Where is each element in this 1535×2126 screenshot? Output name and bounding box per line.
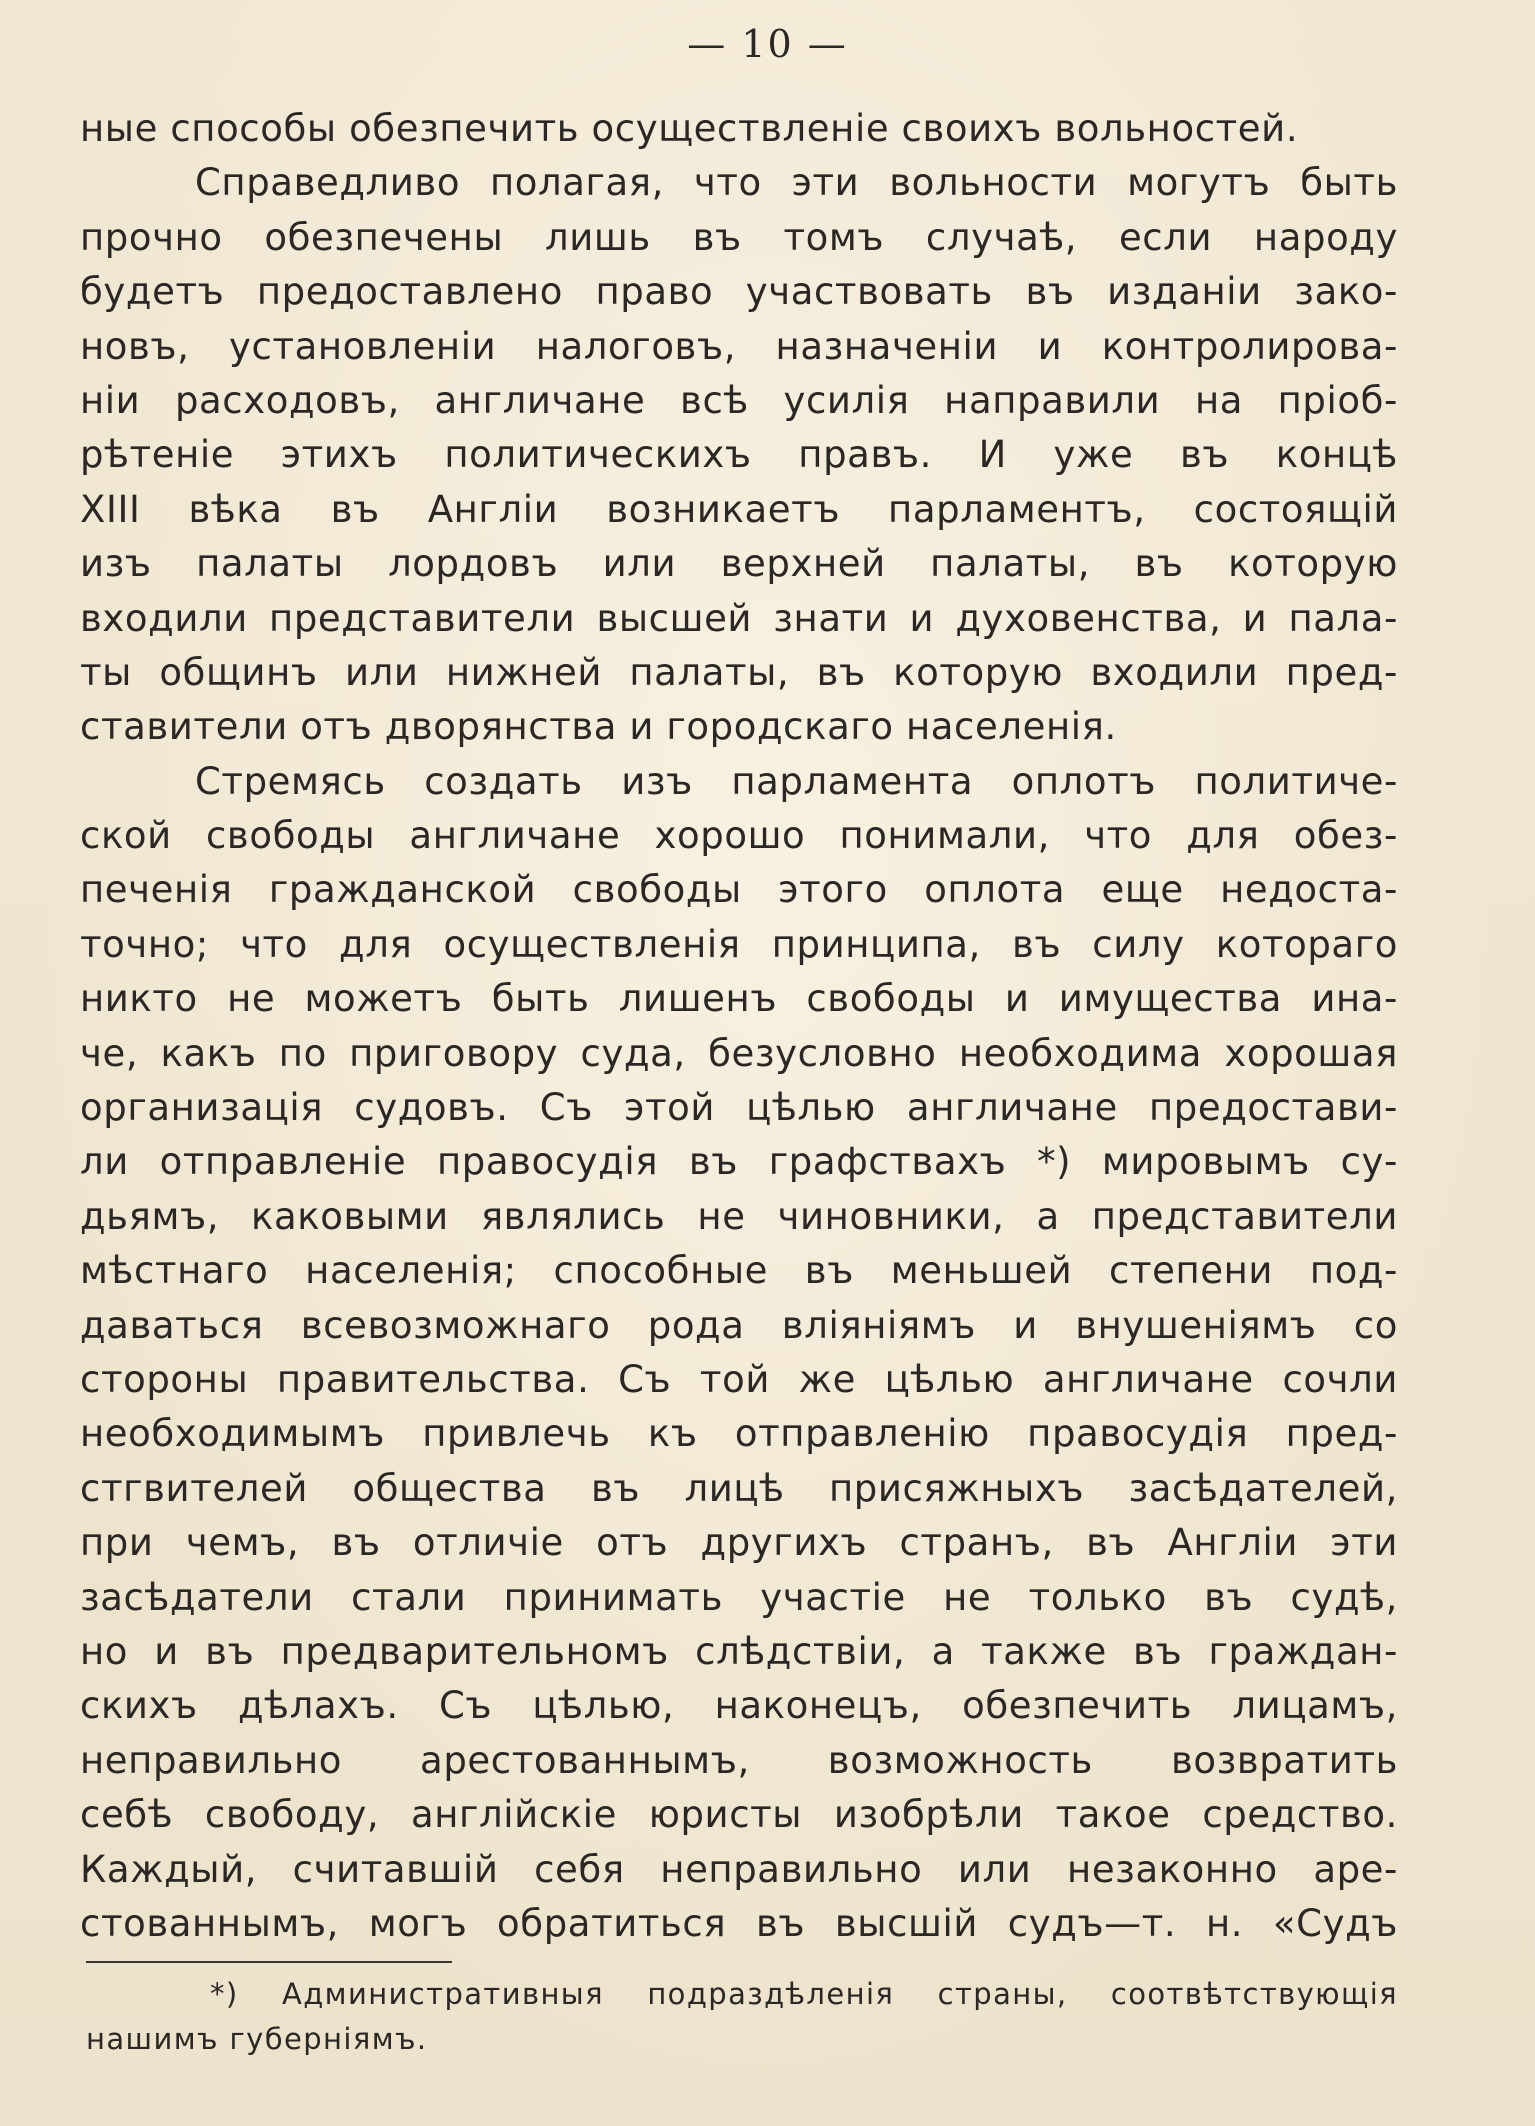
footnote-line: *) Административныя подраздѣленія страны, соотвѣтствующія xyxy=(210,1977,1398,2011)
text-line: ской свободы англичане хорошо понимали, что для обез- xyxy=(80,814,1398,858)
text-line: стгвителей общества въ лицѣ присяжныхъ засѣдателей, xyxy=(80,1466,1398,1510)
footnote xyxy=(86,1972,1398,2062)
text-line: ніи расходовъ, англичане всѣ усилія направили на пріоб- xyxy=(80,378,1398,422)
text-line: даваться всевозможнаго рода вліяніямъ и внушеніямъ со xyxy=(80,1303,1398,1347)
text-line: прочно обезпечены лишь въ томъ случаѣ, если народу xyxy=(80,215,1398,259)
footnote-line: нашимъ губерніямъ. xyxy=(86,2022,428,2056)
text-line: мѣстнаго населенія; способные въ меньшей степени под- xyxy=(80,1249,1398,1293)
text-line: че, какъ по приговору суда, безусловно необходима хорошая xyxy=(80,1031,1398,1075)
footnote-divider xyxy=(86,1961,452,1963)
text-line: XIII вѣка въ Англіи возникаетъ парламентъ, состоящій xyxy=(80,487,1398,531)
text-line: стованнымъ, могъ обратиться въ высшій судъ—т. н. «Судъ xyxy=(80,1901,1398,1945)
text-line: новъ, установленіи налоговъ, назначеніи и контролирова- xyxy=(80,324,1398,368)
text-line: организація судовъ. Съ этой цѣлью англичане предостави- xyxy=(80,1086,1398,1130)
text-line: дьямъ, каковыми являлись не чиновники, а представители xyxy=(80,1194,1398,1238)
text-line: ставители отъ дворянства и городскаго населенія. xyxy=(80,705,1117,749)
text-line: при чемъ, въ отличіе отъ другихъ странъ, въ Англіи эти xyxy=(80,1521,1398,1565)
text-line: рѣтеніе этихъ политическихъ правъ. И уже въ концѣ xyxy=(80,433,1398,477)
text-line: Каждый, считавшій себя неправильно или незаконно аре- xyxy=(80,1847,1398,1891)
text-line: ные способы обезпечить осуществленіе своихъ вольностей. xyxy=(80,107,1299,150)
text-line: ли отправленіе правосудія въ графствахъ *) мировымъ су- xyxy=(80,1140,1398,1184)
text-line: необходимымъ привлечь къ отправленію правосудія пред- xyxy=(80,1412,1398,1456)
text-line: но и въ предварительномъ слѣдствіи, а также въ граждан- xyxy=(80,1629,1398,1673)
text-line: печенія гражданской свободы этого оплота еще недоста- xyxy=(80,868,1398,912)
text-line: стороны правительства. Съ той же цѣлью англичане сочли xyxy=(80,1357,1398,1401)
text-line: себѣ свободу, англійскіе юристы изобрѣли такое средство. xyxy=(80,1793,1398,1837)
text-line: неправильно арестованнымъ, возможность возвратить xyxy=(80,1738,1398,1782)
text-line: Стремясь создать изъ парламента оплотъ политиче- xyxy=(195,759,1398,803)
body-text xyxy=(80,102,1398,1951)
text-line: Справедливо полагая, что эти вольности могутъ быть xyxy=(195,161,1398,205)
text-line: засѣдатели стали принимать участіе не только въ судѣ, xyxy=(80,1575,1398,1619)
text-line: никто не можетъ быть лишенъ свободы и имущества ина- xyxy=(80,977,1398,1021)
text-line: будетъ предоставлено право участвовать въ изданіи зако- xyxy=(80,270,1398,314)
text-line: скихъ дѣлахъ. Съ цѣлью, наконецъ, обезпечить лицамъ, xyxy=(80,1684,1398,1728)
text-line: входили представители высшей знати и духовенства, и пала- xyxy=(80,596,1398,640)
text-line: ты общинъ или нижней палаты, въ которую входили пред- xyxy=(80,650,1398,694)
page-number: — 10 — xyxy=(687,22,848,66)
text-line: точно; что для осуществленія принципа, въ силу котораго xyxy=(80,922,1398,966)
text-line: изъ палаты лордовъ или верхней палаты, въ которую xyxy=(80,542,1398,586)
